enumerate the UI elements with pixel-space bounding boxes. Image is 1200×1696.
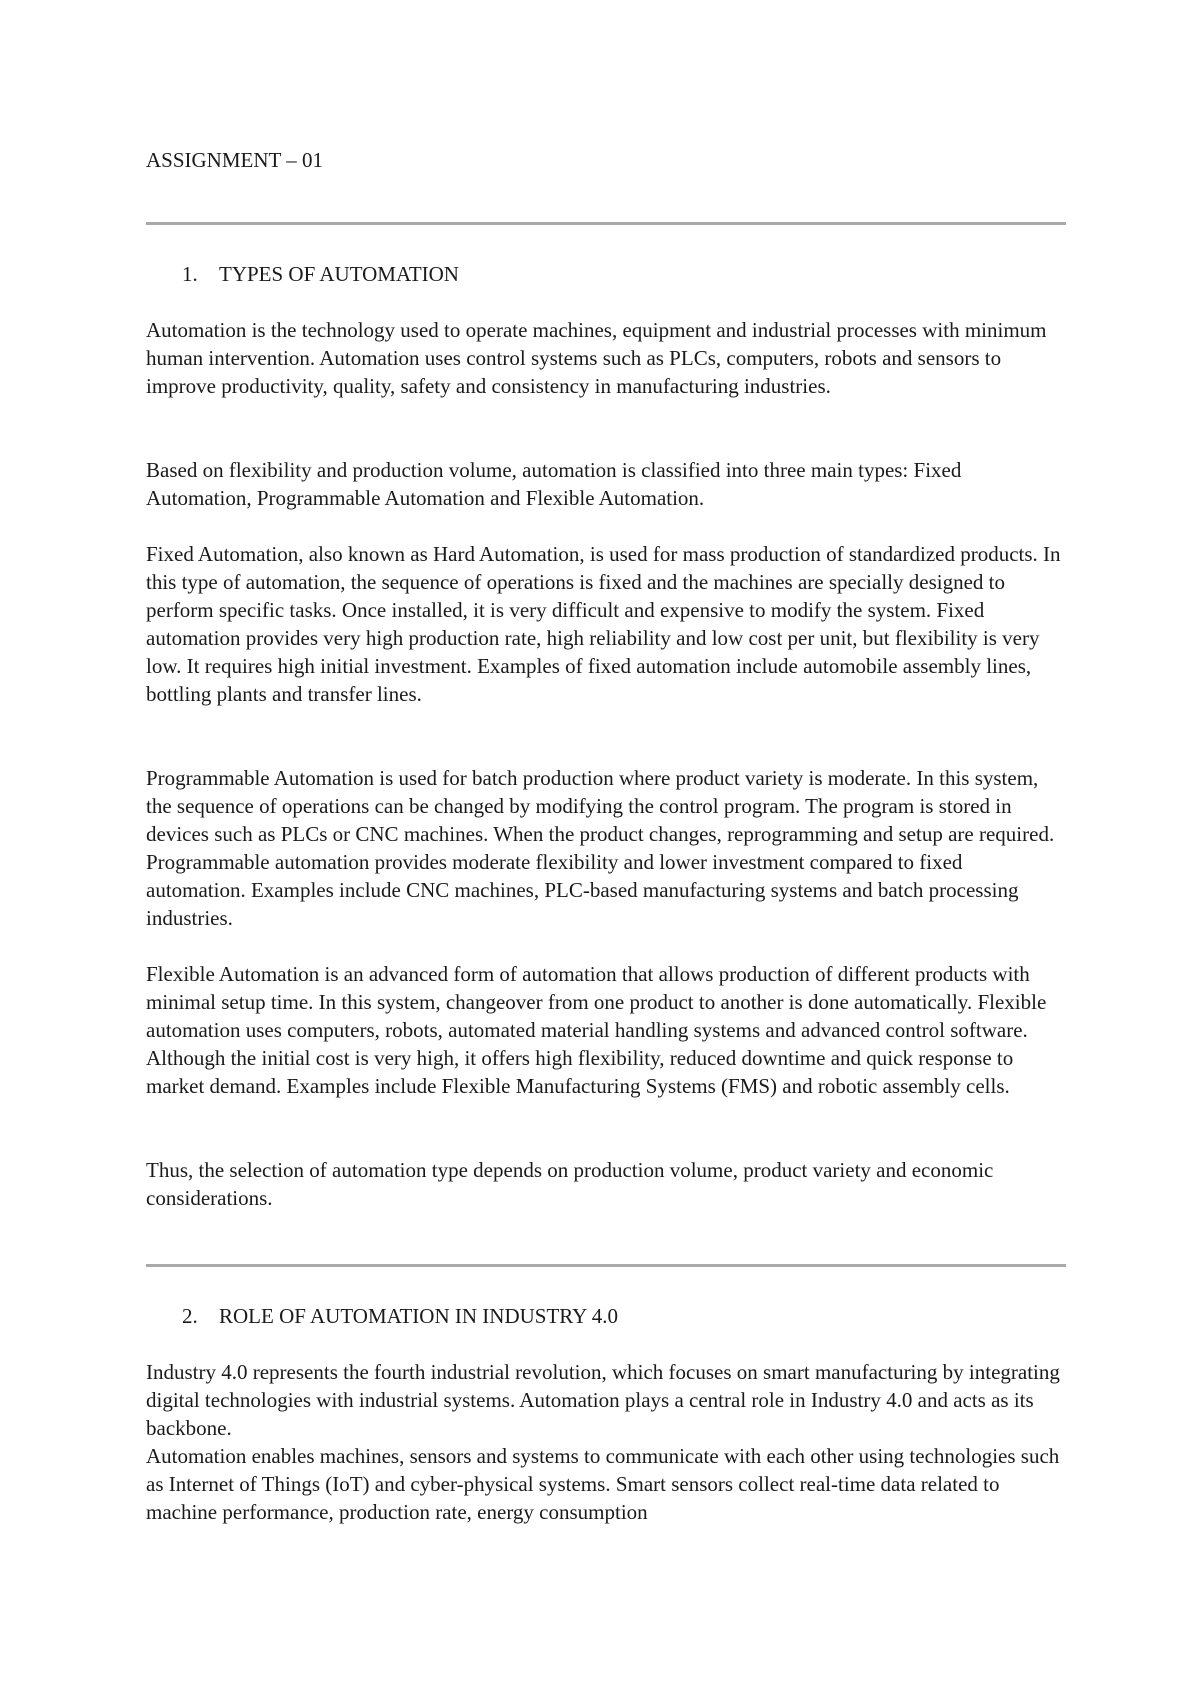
horizontal-divider: [146, 1264, 1066, 1267]
section-number: 1.: [182, 262, 198, 286]
horizontal-divider: [146, 222, 1066, 225]
paragraph: Automation is the technology used to operate machines, equipment and industrial processes with minimum human intervention. Automation uses control systems such as PLCs, computers, robots and sensors to improve productivity, quality, safety and consistency in manufacturing industries.: [146, 318, 1047, 398]
paragraph: Based on flexibility and production volume, automation is classified into three main types: Fixed Automation, Programmable Automation and Flexible Automation.: [146, 458, 962, 510]
section-heading-types-of-automation: [182, 260, 459, 288]
paragraph: Flexible Automation is an advanced form of automation that allows production of different products with minimal setup time. In this system, changeover from one product to another is done automatically. Flexible automation uses computers, robots, automated material handling systems and advanced control software. Although the initial cost is very high, it offers high flexibility, reduced downtime and quick response to market demand. Examples include Flexible Manufacturing Systems (FMS) and robotic assembly cells.: [146, 962, 1047, 1098]
section-heading-text: ROLE OF AUTOMATION IN INDUSTRY 4.0: [219, 1304, 619, 1328]
paragraph: Industry 4.0 represents the fourth industrial revolution, which focuses on smart manufacturing by integrating digital technologies with industrial systems. Automation plays a central role in Industry 4.0 and acts as its backbone.: [146, 1360, 1060, 1440]
section-heading-text: TYPES OF AUTOMATION: [219, 262, 459, 286]
paragraph: Thus, the selection of automation type depends on production volume, product variety and economic considerations.: [146, 1158, 994, 1210]
section-heading-role-of-automation: [182, 1302, 618, 1330]
assignment-title: ASSIGNMENT – 01: [146, 148, 323, 172]
paragraph: Automation enables machines, sensors and systems to communicate with each other using technologies such as Internet of Things (IoT) and cyber-physical systems. Smart sensors collect real-time data related to machine performance, production rate, energy consumption: [146, 1444, 1060, 1524]
paragraph: Programmable Automation is used for batch production where product variety is moderate. In this system, the sequence of operations can be changed by modifying the control program. The program is stored in devices such as PLCs or CNC machines. When the product changes, reprogramming and setup are required. Programmable automation provides moderate flexibility and lower investment compared to fixed automation. Examples include CNC machines, PLC-based manufacturing systems and batch processing industries.: [146, 766, 1055, 930]
section-number: 2.: [182, 1304, 198, 1328]
paragraph: Fixed Automation, also known as Hard Automation, is used for mass production of standardized products. In this type of automation, the sequence of operations is fixed and the machines are specially designed to perform specific tasks. Once installed, it is very difficult and expensive to modify the system. Fixed automation provides very high production rate, high reliability and low cost per unit, but flexibility is very low. It requires high initial investment. Examples of fixed automation include automobile assembly lines, bottling plants and transfer lines.: [146, 542, 1061, 706]
